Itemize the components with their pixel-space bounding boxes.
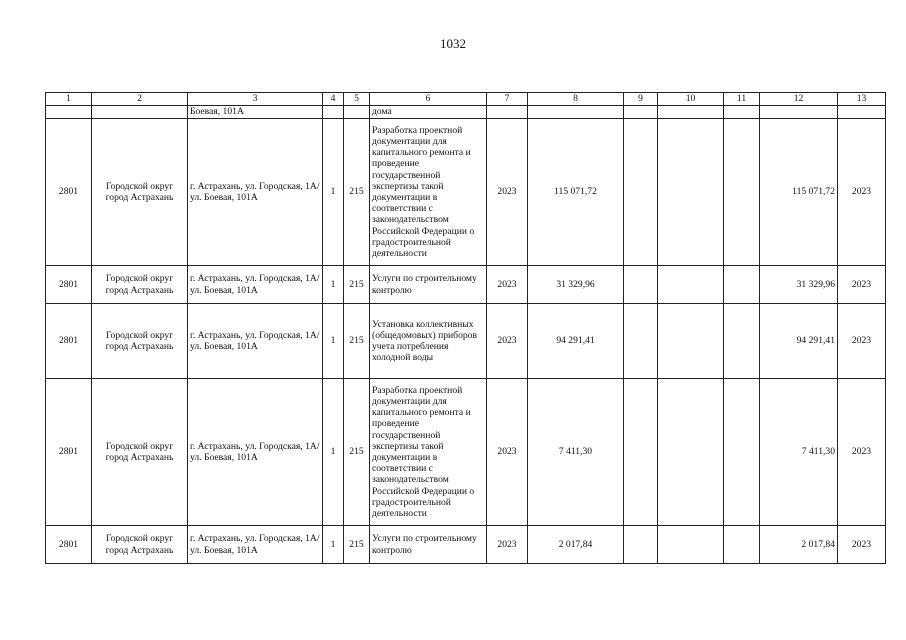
cell-end-year: 2023 (838, 379, 886, 526)
cell-end-year: 2023 (838, 304, 886, 379)
cell-amount (528, 106, 624, 119)
cell-col11 (724, 266, 760, 304)
cell-col9 (624, 119, 658, 266)
cell-municipality: Городской округ город Астрахань (92, 266, 188, 304)
cell-end-year: 2023 (838, 119, 886, 266)
cell-col4: 1 (323, 266, 344, 304)
column-number-row (46, 93, 886, 106)
column-number: 13 (838, 93, 886, 106)
cell-col4: 1 (323, 379, 344, 526)
cell-col11 (724, 526, 760, 564)
cell-total: 7 411,30 (760, 379, 838, 526)
cell-year: 2023 (487, 526, 528, 564)
column-number: 5 (344, 93, 370, 106)
column-number: 3 (188, 93, 323, 106)
cell-address: г. Астрахань, ул. Городская, 1А/ ул. Боевая, 101А (188, 304, 323, 379)
column-number: 9 (624, 93, 658, 106)
cell-col10 (658, 526, 724, 564)
cell-col10 (658, 106, 724, 119)
cell-amount: 115 071,72 (528, 119, 624, 266)
cell-code (46, 106, 92, 119)
cell-col4 (323, 106, 344, 119)
column-number: 10 (658, 93, 724, 106)
column-number: 6 (370, 93, 487, 106)
cell-end-year: 2023 (838, 266, 886, 304)
cell-col10 (658, 304, 724, 379)
register-table (45, 92, 886, 564)
cell-address: Боевая, 101А (188, 106, 323, 119)
cell-total: 115 071,72 (760, 119, 838, 266)
cell-col5: 215 (344, 379, 370, 526)
cell-total: 31 329,96 (760, 266, 838, 304)
page-number: 1032 (440, 36, 466, 51)
cell-work-type: Услуги по строительному контролю (370, 266, 487, 304)
cell-col5 (344, 106, 370, 119)
cell-municipality (92, 106, 188, 119)
cell-col5: 215 (344, 119, 370, 266)
cell-address: г. Астрахань, ул. Городская, 1А/ ул. Боевая, 101А (188, 119, 323, 266)
table-row (46, 304, 886, 379)
cell-work-type: Услуги по строительному контролю (370, 526, 487, 564)
cell-total: 2 017,84 (760, 526, 838, 564)
column-number: 7 (487, 93, 528, 106)
cell-col5: 215 (344, 304, 370, 379)
cell-code: 2801 (46, 266, 92, 304)
cell-year: 2023 (487, 304, 528, 379)
cell-year (487, 106, 528, 119)
cell-municipality: Городской округ город Астрахань (92, 304, 188, 379)
cell-col9 (624, 526, 658, 564)
cell-work-type: Разработка проектной документации для капитального ремонта и проведение государственной экспертизы такой документации в соответствии с законодательством Российской Федерации о градостроительной деятельности (370, 119, 487, 266)
cell-col9 (624, 304, 658, 379)
cell-amount: 7 411,30 (528, 379, 624, 526)
column-number: 11 (724, 93, 760, 106)
column-number: 1 (46, 93, 92, 106)
column-number: 2 (92, 93, 188, 106)
cell-col9 (624, 266, 658, 304)
table-row (46, 119, 886, 266)
cell-col11 (724, 106, 760, 119)
cell-address: г. Астрахань, ул. Городская, 1А/ ул. Боевая, 101А (188, 266, 323, 304)
cell-col11 (724, 119, 760, 266)
cell-col5: 215 (344, 266, 370, 304)
cell-work-type: Разработка проектной документации для капитального ремонта и проведение государственной экспертизы такой документации в соответствии с законодательством Российской Федерации о градостроительной деятельности (370, 379, 487, 526)
cell-year: 2023 (487, 119, 528, 266)
cell-col5: 215 (344, 526, 370, 564)
cell-end-year: 2023 (838, 526, 886, 564)
cell-col10 (658, 266, 724, 304)
cell-code: 2801 (46, 119, 92, 266)
cell-code: 2801 (46, 304, 92, 379)
cell-col11 (724, 379, 760, 526)
cell-col4: 1 (323, 526, 344, 564)
cell-end-year (838, 106, 886, 119)
cell-work-type: дома (370, 106, 487, 119)
table-row (46, 379, 886, 526)
cell-municipality: Городской округ город Астрахань (92, 526, 188, 564)
cell-col4: 1 (323, 119, 344, 266)
cell-year: 2023 (487, 266, 528, 304)
cell-col10 (658, 379, 724, 526)
cell-col10 (658, 119, 724, 266)
cell-code: 2801 (46, 379, 92, 526)
cell-code: 2801 (46, 526, 92, 564)
cell-col9 (624, 106, 658, 119)
cell-col4: 1 (323, 304, 344, 379)
cell-col9 (624, 379, 658, 526)
cell-municipality: Городской округ город Астрахань (92, 119, 188, 266)
cell-work-type: Установка коллективных (общедомовых) приборов учета потребления холодной воды (370, 304, 487, 379)
cell-amount: 31 329,96 (528, 266, 624, 304)
cell-year: 2023 (487, 379, 528, 526)
cell-amount: 2 017,84 (528, 526, 624, 564)
cell-total (760, 106, 838, 119)
cell-address: г. Астрахань, ул. Городская, 1А/ ул. Боевая, 101А (188, 379, 323, 526)
column-number: 4 (323, 93, 344, 106)
table-row (46, 266, 886, 304)
cell-amount: 94 291,41 (528, 304, 624, 379)
column-number: 8 (528, 93, 624, 106)
cell-col11 (724, 304, 760, 379)
cell-total: 94 291,41 (760, 304, 838, 379)
continuation-row (46, 106, 886, 119)
column-number: 12 (760, 93, 838, 106)
table-row (46, 526, 886, 564)
cell-municipality: Городской округ город Астрахань (92, 379, 188, 526)
cell-address: г. Астрахань, ул. Городская, 1А/ ул. Боевая, 101А (188, 526, 323, 564)
